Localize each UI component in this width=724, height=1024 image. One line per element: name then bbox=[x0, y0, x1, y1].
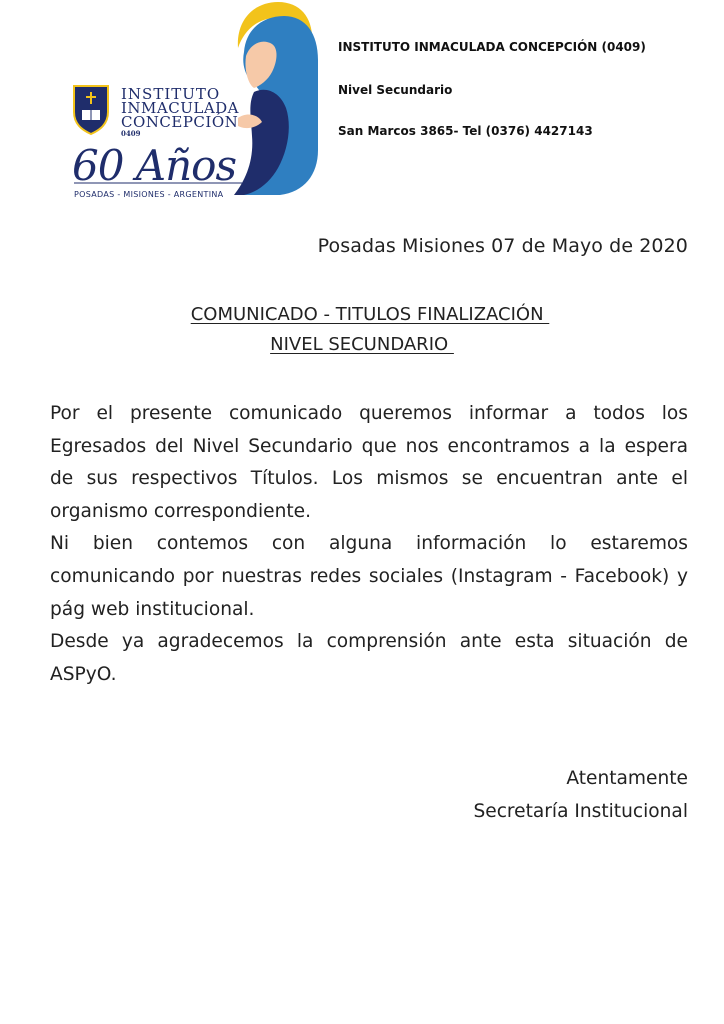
closing-line-2: Secretaría Institucional bbox=[473, 801, 688, 822]
header-info bbox=[338, 38, 708, 138]
closing-line-1: Atentamente bbox=[566, 768, 688, 789]
document-title bbox=[0, 300, 724, 360]
logo-line-1: INSTITUTO bbox=[121, 85, 221, 103]
title-line-1: COMUNICADO - TITULOS FINALIZACIÓN bbox=[190, 304, 550, 325]
institution-logo bbox=[66, 0, 326, 205]
address-phone: San Marcos 3865- Tel (0376) 4427143 bbox=[338, 124, 593, 138]
paragraph-1: Por el presente comunicado queremos informar a todos los Egresados del Nivel Secundario que nos encontramos a la espera de sus respectivos Títulos. Los mismos se encuentran ante el organismo correspondiente. bbox=[50, 403, 688, 522]
title-line-2: NIVEL SECUNDARIO bbox=[270, 334, 454, 355]
shield-icon bbox=[74, 86, 108, 134]
closing-signature bbox=[473, 762, 688, 828]
paragraph-3: Desde ya agradecemos la comprensión ante esta situación de ASPyO. bbox=[50, 631, 688, 685]
body-text bbox=[50, 398, 688, 691]
education-level: Nivel Secundario bbox=[338, 83, 453, 97]
logo-line-2: INMACULADA bbox=[121, 99, 240, 117]
date-line: Posadas Misiones 07 de Mayo de 2020 bbox=[317, 235, 688, 257]
logo-anniversary: 60 Años bbox=[72, 141, 237, 190]
institution-name: INSTITUTO INMACULADA CONCEPCIÓN (0409) bbox=[338, 40, 646, 54]
logo-code: 0409 bbox=[121, 129, 141, 138]
paragraph-2: Ni bien contemos con alguna información lo estaremos comunicando por nuestras redes sociales (Instagram - Facebook) y pág web institucional. bbox=[50, 533, 688, 620]
logo-location: POSADAS - MISIONES - ARGENTINA bbox=[74, 190, 224, 199]
logo-line-3: CONCEPCIÓN bbox=[121, 113, 239, 131]
